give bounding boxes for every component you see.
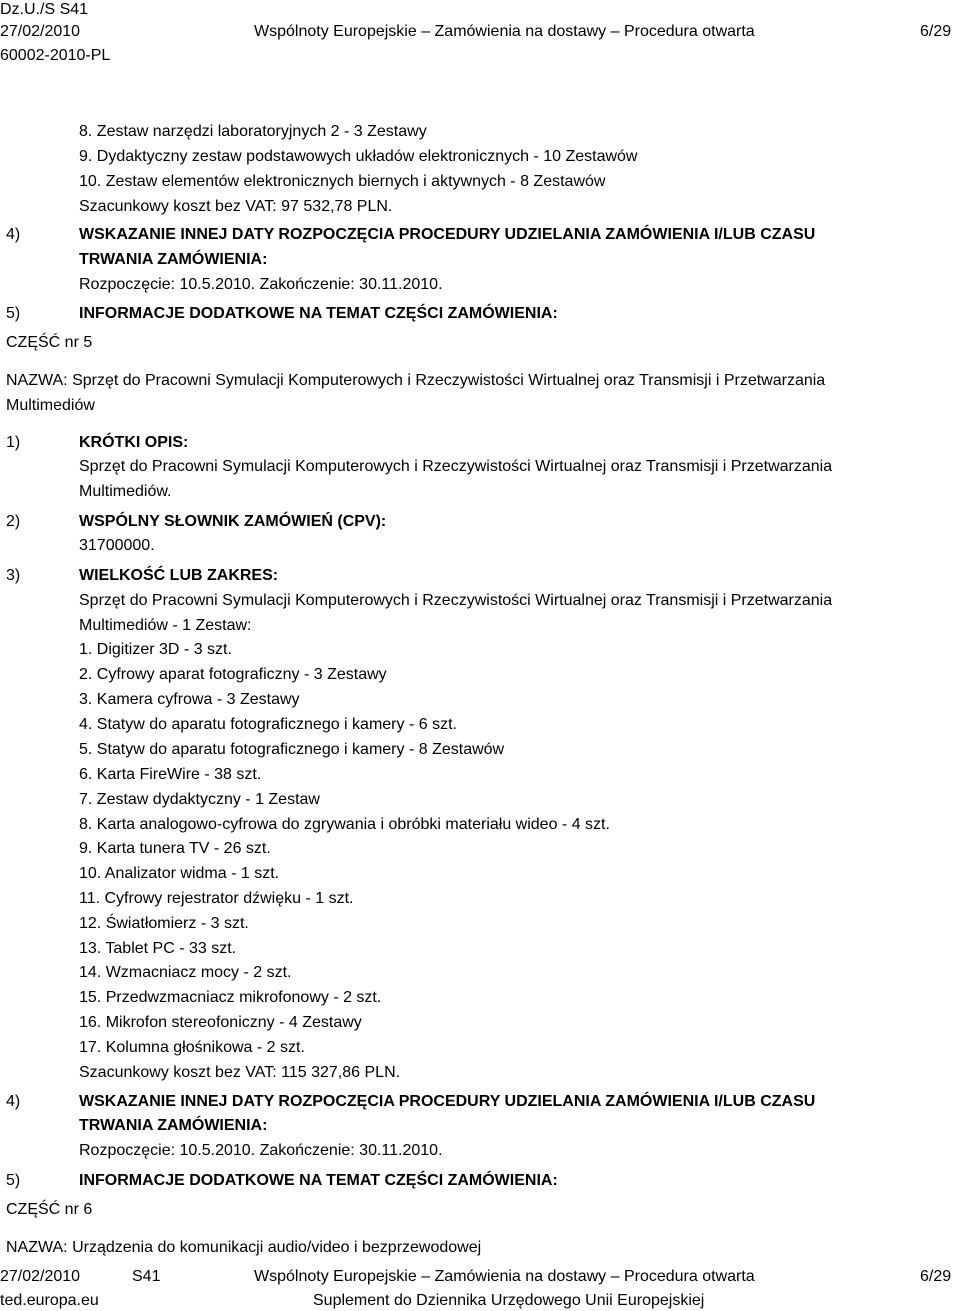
section-4b-heading-line1: WSKAZANIE INNEJ DATY ROZPOCZĘCIA PROCEDURY UDZIELANIA ZAMÓWIENIA I/LUB CZASU xyxy=(79,1093,816,1110)
list-item: 13. Tablet PC - 33 szt. xyxy=(79,940,237,957)
list-item: 11. Cyfrowy rejestrator dźwięku - 1 szt. xyxy=(79,890,354,907)
czesc-5-nazwa-line1: NAZWA: Sprzęt do Pracowni Symulacji Komputerowych i Rzeczywistości Wirtualnej oraz Transmisji i Przetwarzania xyxy=(6,372,826,389)
list-item: 4. Statyw do aparatu fotograficznego i kamery - 6 szt. xyxy=(79,716,457,733)
section-4-heading-line2: TRWANIA ZAMÓWIENIA: xyxy=(79,251,268,268)
section-5-heading: INFORMACJE DODATKOWE NA TEMAT CZĘŚCI ZAMÓWIENIA: xyxy=(79,305,558,322)
page-footer xyxy=(0,1265,960,1311)
subsection-1-text-line1: Sprzęt do Pracowni Symulacji Komputerowych i Rzeczywistości Wirtualnej oraz Transmisji i Przetwarzania xyxy=(79,458,833,475)
top-item-10: 10. Zestaw elementów elektronicznych biernych i aktywnych - 8 Zestawów xyxy=(79,173,606,190)
section-4b-dates: Rozpoczęcie: 10.5.2010. Zakończenie: 30.11.2010. xyxy=(79,1142,443,1159)
list-item: 2. Cyfrowy aparat fotograficzny - 3 Zestawy xyxy=(79,666,387,683)
czesc-5-nazwa-line2: Multimediów xyxy=(6,397,95,414)
czesc-6-nazwa: NAZWA: Urządzenia do komunikacji audio/video i bezprzewodowej xyxy=(6,1239,482,1256)
czesc-5-label: CZĘŚĆ nr 5 xyxy=(6,334,93,351)
subsection-3-text-line1: Sprzęt do Pracowni Symulacji Komputerowych i Rzeczywistości Wirtualnej oraz Transmisji i Przetwarzania xyxy=(79,592,833,609)
list-item: 5. Statyw do aparatu fotograficznego i kamery - 8 Zestawów xyxy=(79,741,505,758)
section-4-heading-line1: WSKAZANIE INNEJ DATY ROZPOCZĘCIA PROCEDURY UDZIELANIA ZAMÓWIENIA I/LUB CZASU xyxy=(79,226,816,243)
footer-page: 6/29 xyxy=(920,1268,952,1285)
top-cost: Szacunkowy koszt bez VAT: 97 532,78 PLN. xyxy=(79,198,393,215)
list-item: 7. Zestaw dydaktyczny - 1 Zestaw xyxy=(79,791,320,808)
section-4b-number: 4) xyxy=(6,1093,21,1110)
subsection-2-cpv: 31700000. xyxy=(79,537,155,554)
header-doc-id: 60002-2010-PL xyxy=(0,47,111,64)
section-4b-heading-line2: TRWANIA ZAMÓWIENIA: xyxy=(79,1117,268,1134)
list-item: 12. Światłomierz - 3 szt. xyxy=(79,915,249,932)
footer-series: S41 xyxy=(132,1268,161,1285)
footer-supplement: Suplement do Dziennika Urzędowego Unii Europejskiej xyxy=(313,1292,705,1309)
section-5b-heading: INFORMACJE DODATKOWE NA TEMAT CZĘŚCI ZAMÓWIENIA: xyxy=(79,1172,558,1189)
header-title: Wspólnoty Europejskie – Zamówienia na dostawy – Procedura otwarta xyxy=(254,23,755,40)
footer-site-link[interactable]: ted.europa.eu xyxy=(0,1292,99,1309)
list-item: 10. Analizator widma - 1 szt. xyxy=(79,865,280,882)
footer-date: 27/02/2010 xyxy=(0,1268,81,1285)
subsection-3-text-line2: Multimediów - 1 Zestaw: xyxy=(79,617,252,634)
list-item: 1. Digitizer 3D - 3 szt. xyxy=(79,641,232,658)
section-5b-number: 5) xyxy=(6,1172,21,1189)
czesc-5-cost: Szacunkowy koszt bez VAT: 115 327,86 PLN. xyxy=(79,1064,401,1081)
subsection-2-number: 2) xyxy=(6,513,21,530)
section-4-number: 4) xyxy=(6,226,21,243)
footer-title: Wspólnoty Europejskie – Zamówienia na dostawy – Procedura otwarta xyxy=(254,1268,755,1285)
header-date: 27/02/2010 xyxy=(0,23,81,40)
czesc-6-label: CZĘŚĆ nr 6 xyxy=(6,1201,93,1218)
top-item-9: 9. Dydaktyczny zestaw podstawowych układów elektronicznych - 10 Zestawów xyxy=(79,148,638,165)
subsection-2-heading: WSPÓLNY SŁOWNIK ZAMÓWIEŃ (CPV): xyxy=(79,513,387,530)
section-5-number: 5) xyxy=(6,305,21,322)
list-item: 14. Wzmacniacz mocy - 2 szt. xyxy=(79,964,292,981)
list-item: 15. Przedwzmacniacz mikrofonowy - 2 szt. xyxy=(79,989,382,1006)
list-item: 8. Karta analogowo-cyfrowa do zgrywania i obróbki materiału wideo - 4 szt. xyxy=(79,816,610,833)
list-item: 17. Kolumna głośnikowa - 2 szt. xyxy=(79,1039,305,1056)
header-page: 6/29 xyxy=(920,23,952,40)
list-item: 16. Mikrofon stereofoniczny - 4 Zestawy xyxy=(79,1014,362,1031)
section-4-dates: Rozpoczęcie: 10.5.2010. Zakończenie: 30.11.2010. xyxy=(79,276,443,293)
list-item: 9. Karta tunera TV - 26 szt. xyxy=(79,840,271,857)
page-header xyxy=(0,0,960,70)
list-item: 3. Kamera cyfrowa - 3 Zestawy xyxy=(79,691,300,708)
top-item-8: 8. Zestaw narzędzi laboratoryjnych 2 - 3 Zestawy xyxy=(79,123,427,140)
subsection-3-number: 3) xyxy=(6,567,21,584)
subsection-1-heading: KRÓTKI OPIS: xyxy=(79,434,189,451)
header-source: Dz.U./S S41 xyxy=(0,1,89,18)
subsection-1-number: 1) xyxy=(6,434,21,451)
subsection-3-heading: WIELKOŚĆ LUB ZAKRES: xyxy=(79,567,279,584)
list-item: 6. Karta FireWire - 38 szt. xyxy=(79,766,262,783)
subsection-1-text-line2: Multimediów. xyxy=(79,483,172,500)
